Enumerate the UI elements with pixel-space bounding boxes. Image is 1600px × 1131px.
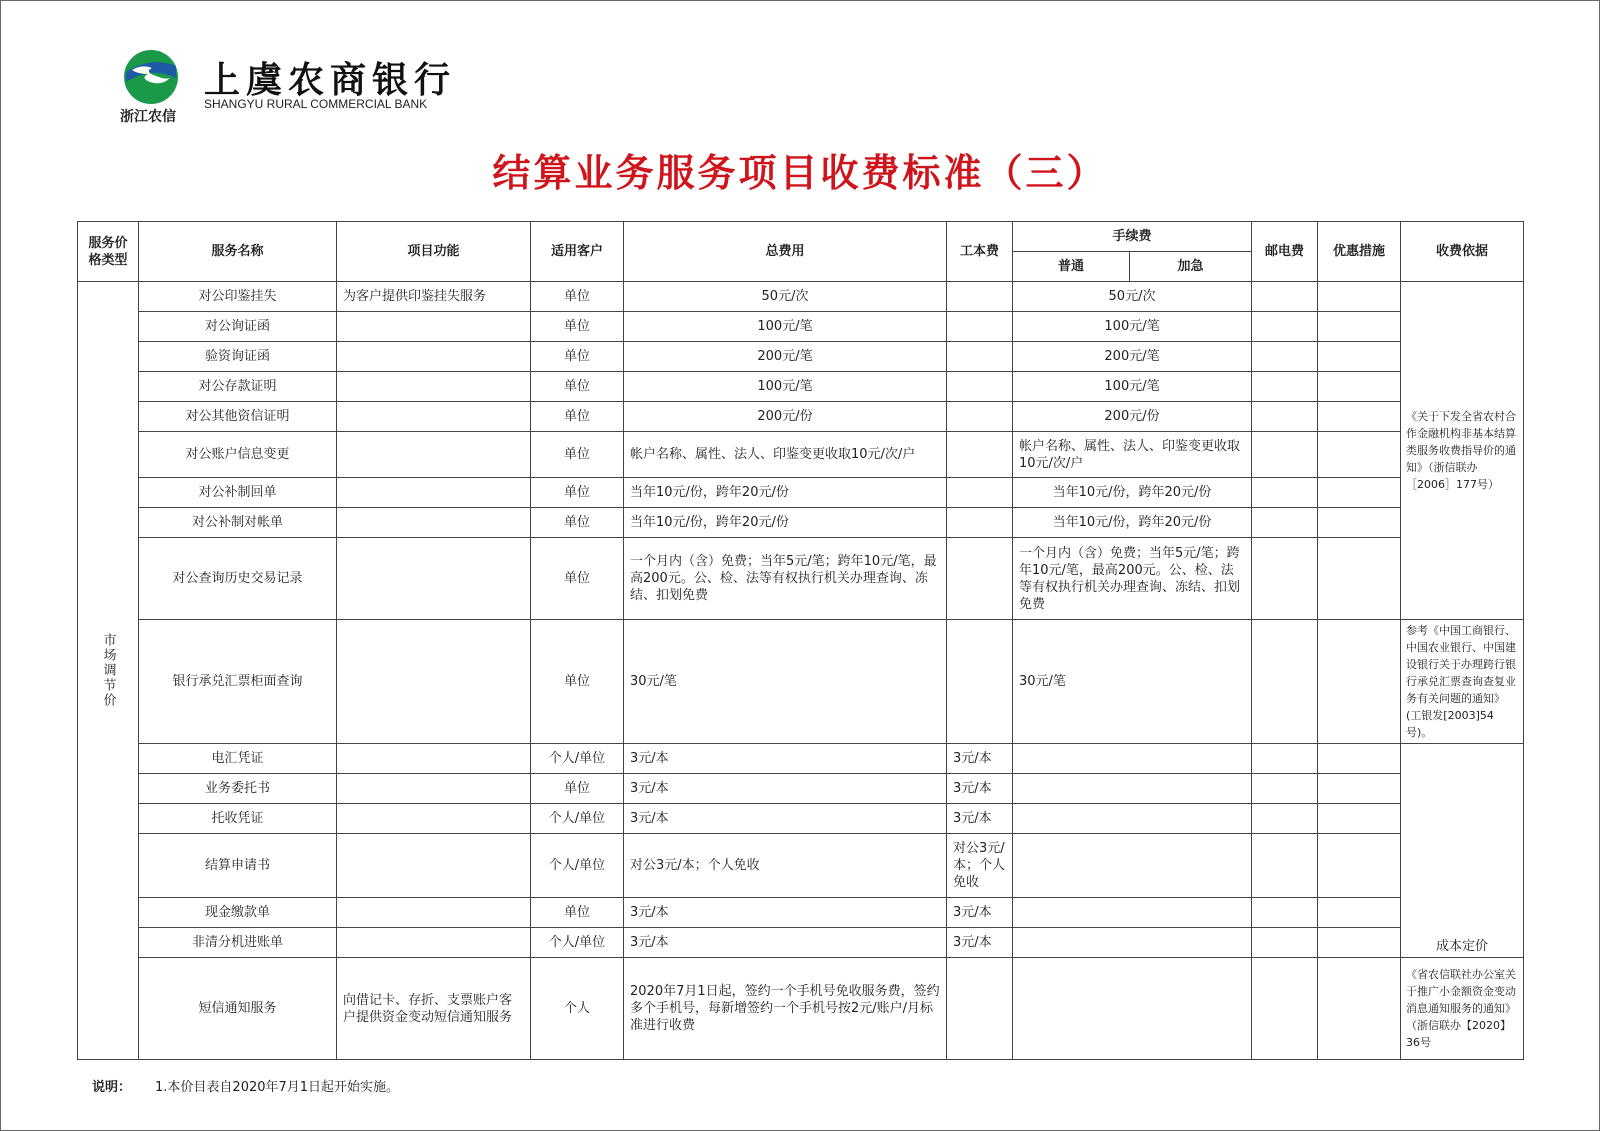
handling-fee-cell bbox=[1013, 958, 1252, 1060]
service-name-cell: 结算申请书 bbox=[139, 834, 337, 898]
handling-fee-cell: 200元/笔 bbox=[1013, 342, 1252, 372]
table-row bbox=[78, 928, 1524, 958]
service-name-cell: 对公补制对帐单 bbox=[139, 508, 337, 538]
service-name-cell: 对公其他资信证明 bbox=[139, 402, 337, 432]
material-fee-cell: 3元/本 bbox=[947, 744, 1013, 774]
discount-cell bbox=[1318, 958, 1401, 1060]
service-name-cell: 银行承兑汇票柜面查询 bbox=[139, 620, 337, 744]
customer-cell: 个人/单位 bbox=[531, 744, 624, 774]
postal-fee-cell bbox=[1252, 282, 1318, 312]
discount-cell bbox=[1318, 774, 1401, 804]
total-fee-cell: 30元/笔 bbox=[624, 620, 947, 744]
postal-fee-cell bbox=[1252, 538, 1318, 620]
service-name-cell: 验资询证函 bbox=[139, 342, 337, 372]
total-fee-cell: 3元/本 bbox=[624, 804, 947, 834]
discount-cell bbox=[1318, 312, 1401, 342]
total-fee-cell: 3元/本 bbox=[624, 744, 947, 774]
material-fee-cell: 3元/本 bbox=[947, 804, 1013, 834]
postal-fee-cell bbox=[1252, 620, 1318, 744]
header-service-name: 服务名称 bbox=[139, 222, 337, 282]
material-fee-cell bbox=[947, 282, 1013, 312]
discount-cell bbox=[1318, 834, 1401, 898]
service-name-cell: 对公查询历史交易记录 bbox=[139, 538, 337, 620]
discount-cell bbox=[1318, 744, 1401, 774]
table-row bbox=[78, 774, 1524, 804]
customer-cell: 单位 bbox=[531, 774, 624, 804]
postal-fee-cell bbox=[1252, 928, 1318, 958]
service-name-cell: 对公账户信息变更 bbox=[139, 432, 337, 478]
discount-cell bbox=[1318, 342, 1401, 372]
header-postal-fee: 邮电费 bbox=[1252, 222, 1318, 282]
function-cell bbox=[337, 508, 531, 538]
material-fee-cell bbox=[947, 372, 1013, 402]
header-basis: 收费依据 bbox=[1401, 222, 1524, 282]
service-name-cell: 对公补制回单 bbox=[139, 478, 337, 508]
total-fee-cell: 3元/本 bbox=[624, 898, 947, 928]
service-name-cell: 对公印鉴挂失 bbox=[139, 282, 337, 312]
material-fee-cell bbox=[947, 478, 1013, 508]
function-cell bbox=[337, 620, 531, 744]
postal-fee-cell bbox=[1252, 342, 1318, 372]
table-row bbox=[78, 620, 1524, 744]
total-fee-cell: 200元/笔 bbox=[624, 342, 947, 372]
material-fee-cell bbox=[947, 402, 1013, 432]
total-fee-cell: 帐户名称、属性、法人、印鉴变更收取10元/次/户 bbox=[624, 432, 947, 478]
customer-cell: 单位 bbox=[531, 478, 624, 508]
total-fee-cell: 对公3元/本；个人免收 bbox=[624, 834, 947, 898]
handling-fee-cell: 100元/笔 bbox=[1013, 372, 1252, 402]
handling-fee-cell bbox=[1013, 898, 1252, 928]
postal-fee-cell bbox=[1252, 898, 1318, 928]
discount-cell bbox=[1318, 508, 1401, 538]
function-cell bbox=[337, 432, 531, 478]
function-cell bbox=[337, 834, 531, 898]
handling-fee-cell: 200元/份 bbox=[1013, 402, 1252, 432]
customer-cell: 单位 bbox=[531, 342, 624, 372]
postal-fee-cell bbox=[1252, 508, 1318, 538]
total-fee-cell: 3元/本 bbox=[624, 774, 947, 804]
customer-cell: 单位 bbox=[531, 508, 624, 538]
fee-table bbox=[77, 221, 1524, 1060]
handling-fee-cell: 100元/笔 bbox=[1013, 312, 1252, 342]
postal-fee-cell bbox=[1252, 774, 1318, 804]
customer-cell: 单位 bbox=[531, 402, 624, 432]
handling-fee-cell bbox=[1013, 928, 1252, 958]
postal-fee-cell bbox=[1252, 478, 1318, 508]
bank-name-en: SHANGYU RURAL COMMERCIAL BANK bbox=[204, 97, 428, 111]
material-fee-cell bbox=[947, 958, 1013, 1060]
basis-cell: 《省农信联社办公室关于推广小金额资金变动消息通知服务的通知》（浙信联办【2020】36号 bbox=[1401, 958, 1524, 1060]
price-type-cell: 市场调节价 bbox=[78, 282, 139, 1060]
handling-fee-cell: 当年10元/份，跨年20元/份 bbox=[1013, 508, 1252, 538]
table-row bbox=[78, 372, 1524, 402]
customer-cell: 单位 bbox=[531, 538, 624, 620]
customer-cell: 个人/单位 bbox=[531, 804, 624, 834]
handling-fee-cell: 50元/次 bbox=[1013, 282, 1252, 312]
function-cell bbox=[337, 538, 531, 620]
note-label: 说明： bbox=[92, 1080, 132, 1095]
postal-fee-cell bbox=[1252, 834, 1318, 898]
discount-cell bbox=[1318, 620, 1401, 744]
discount-cell bbox=[1318, 538, 1401, 620]
postal-fee-cell bbox=[1252, 744, 1318, 774]
function-cell bbox=[337, 774, 531, 804]
table-row bbox=[78, 282, 1524, 312]
service-name-cell: 非清分机进账单 bbox=[139, 928, 337, 958]
total-fee-cell: 200元/份 bbox=[624, 402, 947, 432]
discount-cell bbox=[1318, 372, 1401, 402]
table-row bbox=[78, 508, 1524, 538]
discount-cell bbox=[1318, 432, 1401, 478]
handling-fee-cell: 帐户名称、属性、法人、印鉴变更收取10元/次/户 bbox=[1013, 432, 1252, 478]
customer-cell: 单位 bbox=[531, 312, 624, 342]
header-function: 项目功能 bbox=[337, 222, 531, 282]
customer-cell: 单位 bbox=[531, 620, 624, 744]
discount-cell bbox=[1318, 928, 1401, 958]
function-cell bbox=[337, 342, 531, 372]
total-fee-cell: 100元/笔 bbox=[624, 372, 947, 402]
document-title: 结算业务服务项目收费标准（三） bbox=[492, 150, 1108, 195]
table-row bbox=[78, 478, 1524, 508]
postal-fee-cell bbox=[1252, 312, 1318, 342]
header-handling-normal: 普通 bbox=[1013, 252, 1130, 282]
service-name-cell: 托收凭证 bbox=[139, 804, 337, 834]
table-row bbox=[78, 538, 1524, 620]
function-cell bbox=[337, 804, 531, 834]
handling-fee-cell bbox=[1013, 834, 1252, 898]
bank-name-cn: 上虞农商银行 bbox=[204, 59, 457, 101]
total-fee-cell: 3元/本 bbox=[624, 928, 947, 958]
discount-cell bbox=[1318, 402, 1401, 432]
service-name-cell: 电汇凭证 bbox=[139, 744, 337, 774]
handling-fee-cell bbox=[1013, 804, 1252, 834]
discount-cell bbox=[1318, 804, 1401, 834]
material-fee-cell bbox=[947, 432, 1013, 478]
function-cell bbox=[337, 372, 531, 402]
header-total-fee: 总费用 bbox=[624, 222, 947, 282]
table-row bbox=[78, 342, 1524, 372]
function-cell bbox=[337, 478, 531, 508]
function-cell: 向借记卡、存折、支票账户客户提供资金变动短信通知服务 bbox=[337, 958, 531, 1060]
table-row bbox=[78, 312, 1524, 342]
function-cell bbox=[337, 928, 531, 958]
material-fee-cell bbox=[947, 538, 1013, 620]
postal-fee-cell bbox=[1252, 402, 1318, 432]
handling-fee-cell bbox=[1013, 774, 1252, 804]
material-fee-cell bbox=[947, 508, 1013, 538]
table-row bbox=[78, 744, 1524, 774]
customer-cell: 单位 bbox=[531, 432, 624, 478]
postal-fee-cell bbox=[1252, 372, 1318, 402]
header-handling-fee: 手续费 bbox=[1013, 222, 1252, 252]
service-name-cell: 对公询证函 bbox=[139, 312, 337, 342]
total-fee-cell: 2020年7月1日起，签约一个手机号免收服务费，签约多个手机号，每新增签约一个手机号按2元/账户/月标准进行收费 bbox=[624, 958, 947, 1060]
table-row bbox=[78, 432, 1524, 478]
service-name-cell: 现金缴款单 bbox=[139, 898, 337, 928]
basis-cell: 《关于下发全省农村合作金融机构非基本结算类服务收费指导价的通知》（浙信联办［2006］177号） bbox=[1401, 282, 1524, 620]
basis-cell: 参考《中国工商银行、中国农业银行、中国建设银行关于办理跨行银行承兑汇票查询查复业务有关问题的通知》(工银发[2003]54号)。 bbox=[1401, 620, 1524, 744]
handling-fee-cell: 一个月内（含）免费；当年5元/笔；跨年10元/笔，最高200元。公、检、法等有权执行机关办理查询、冻结、扣划免费 bbox=[1013, 538, 1252, 620]
basis-cell: 成本定价 bbox=[1401, 744, 1524, 958]
header-price-type: 服务价格类型 bbox=[78, 222, 139, 282]
customer-cell: 个人/单位 bbox=[531, 834, 624, 898]
material-fee-cell: 对公3元/本；个人免收 bbox=[947, 834, 1013, 898]
function-cell bbox=[337, 898, 531, 928]
discount-cell bbox=[1318, 898, 1401, 928]
function-cell: 为客户提供印鉴挂失服务 bbox=[337, 282, 531, 312]
total-fee-cell: 100元/笔 bbox=[624, 312, 947, 342]
table-row bbox=[78, 834, 1524, 898]
footer-note bbox=[92, 1076, 399, 1095]
customer-cell: 个人 bbox=[531, 958, 624, 1060]
discount-cell bbox=[1318, 478, 1401, 508]
postal-fee-cell bbox=[1252, 958, 1318, 1060]
customer-cell: 单位 bbox=[531, 898, 624, 928]
handling-fee-cell: 当年10元/份，跨年20元/份 bbox=[1013, 478, 1252, 508]
material-fee-cell bbox=[947, 620, 1013, 744]
table-row bbox=[78, 958, 1524, 1060]
zhejiang-rural-credit-logo-icon bbox=[122, 48, 180, 106]
function-cell bbox=[337, 402, 531, 432]
material-fee-cell: 3元/本 bbox=[947, 898, 1013, 928]
header-customer: 适用客户 bbox=[531, 222, 624, 282]
customer-cell: 单位 bbox=[531, 282, 624, 312]
material-fee-cell: 3元/本 bbox=[947, 774, 1013, 804]
discount-cell bbox=[1318, 282, 1401, 312]
handling-fee-cell bbox=[1013, 744, 1252, 774]
header-material-fee: 工本费 bbox=[947, 222, 1013, 282]
total-fee-cell: 50元/次 bbox=[624, 282, 947, 312]
header-discount: 优惠措施 bbox=[1318, 222, 1401, 282]
total-fee-cell: 当年10元/份，跨年20元/份 bbox=[624, 508, 947, 538]
function-cell bbox=[337, 312, 531, 342]
postal-fee-cell bbox=[1252, 804, 1318, 834]
table-row bbox=[78, 804, 1524, 834]
customer-cell: 个人/单位 bbox=[531, 928, 624, 958]
logo-subtitle: 浙江农信 bbox=[120, 109, 176, 125]
material-fee-cell: 3元/本 bbox=[947, 928, 1013, 958]
service-name-cell: 短信通知服务 bbox=[139, 958, 337, 1060]
postal-fee-cell bbox=[1252, 432, 1318, 478]
table-row bbox=[78, 402, 1524, 432]
total-fee-cell: 一个月内（含）免费；当年5元/笔；跨年10元/笔，最高200元。公、检、法等有权执行机关办理查询、冻结、扣划免费 bbox=[624, 538, 947, 620]
service-name-cell: 业务委托书 bbox=[139, 774, 337, 804]
function-cell bbox=[337, 744, 531, 774]
note-text: 1.本价目表自2020年7月1日起开始实施。 bbox=[155, 1080, 400, 1095]
handling-fee-cell: 30元/笔 bbox=[1013, 620, 1252, 744]
material-fee-cell bbox=[947, 342, 1013, 372]
header-handling-urgent: 加急 bbox=[1130, 252, 1252, 282]
material-fee-cell bbox=[947, 312, 1013, 342]
total-fee-cell: 当年10元/份，跨年20元/份 bbox=[624, 478, 947, 508]
service-name-cell: 对公存款证明 bbox=[139, 372, 337, 402]
customer-cell: 单位 bbox=[531, 372, 624, 402]
table-row bbox=[78, 898, 1524, 928]
